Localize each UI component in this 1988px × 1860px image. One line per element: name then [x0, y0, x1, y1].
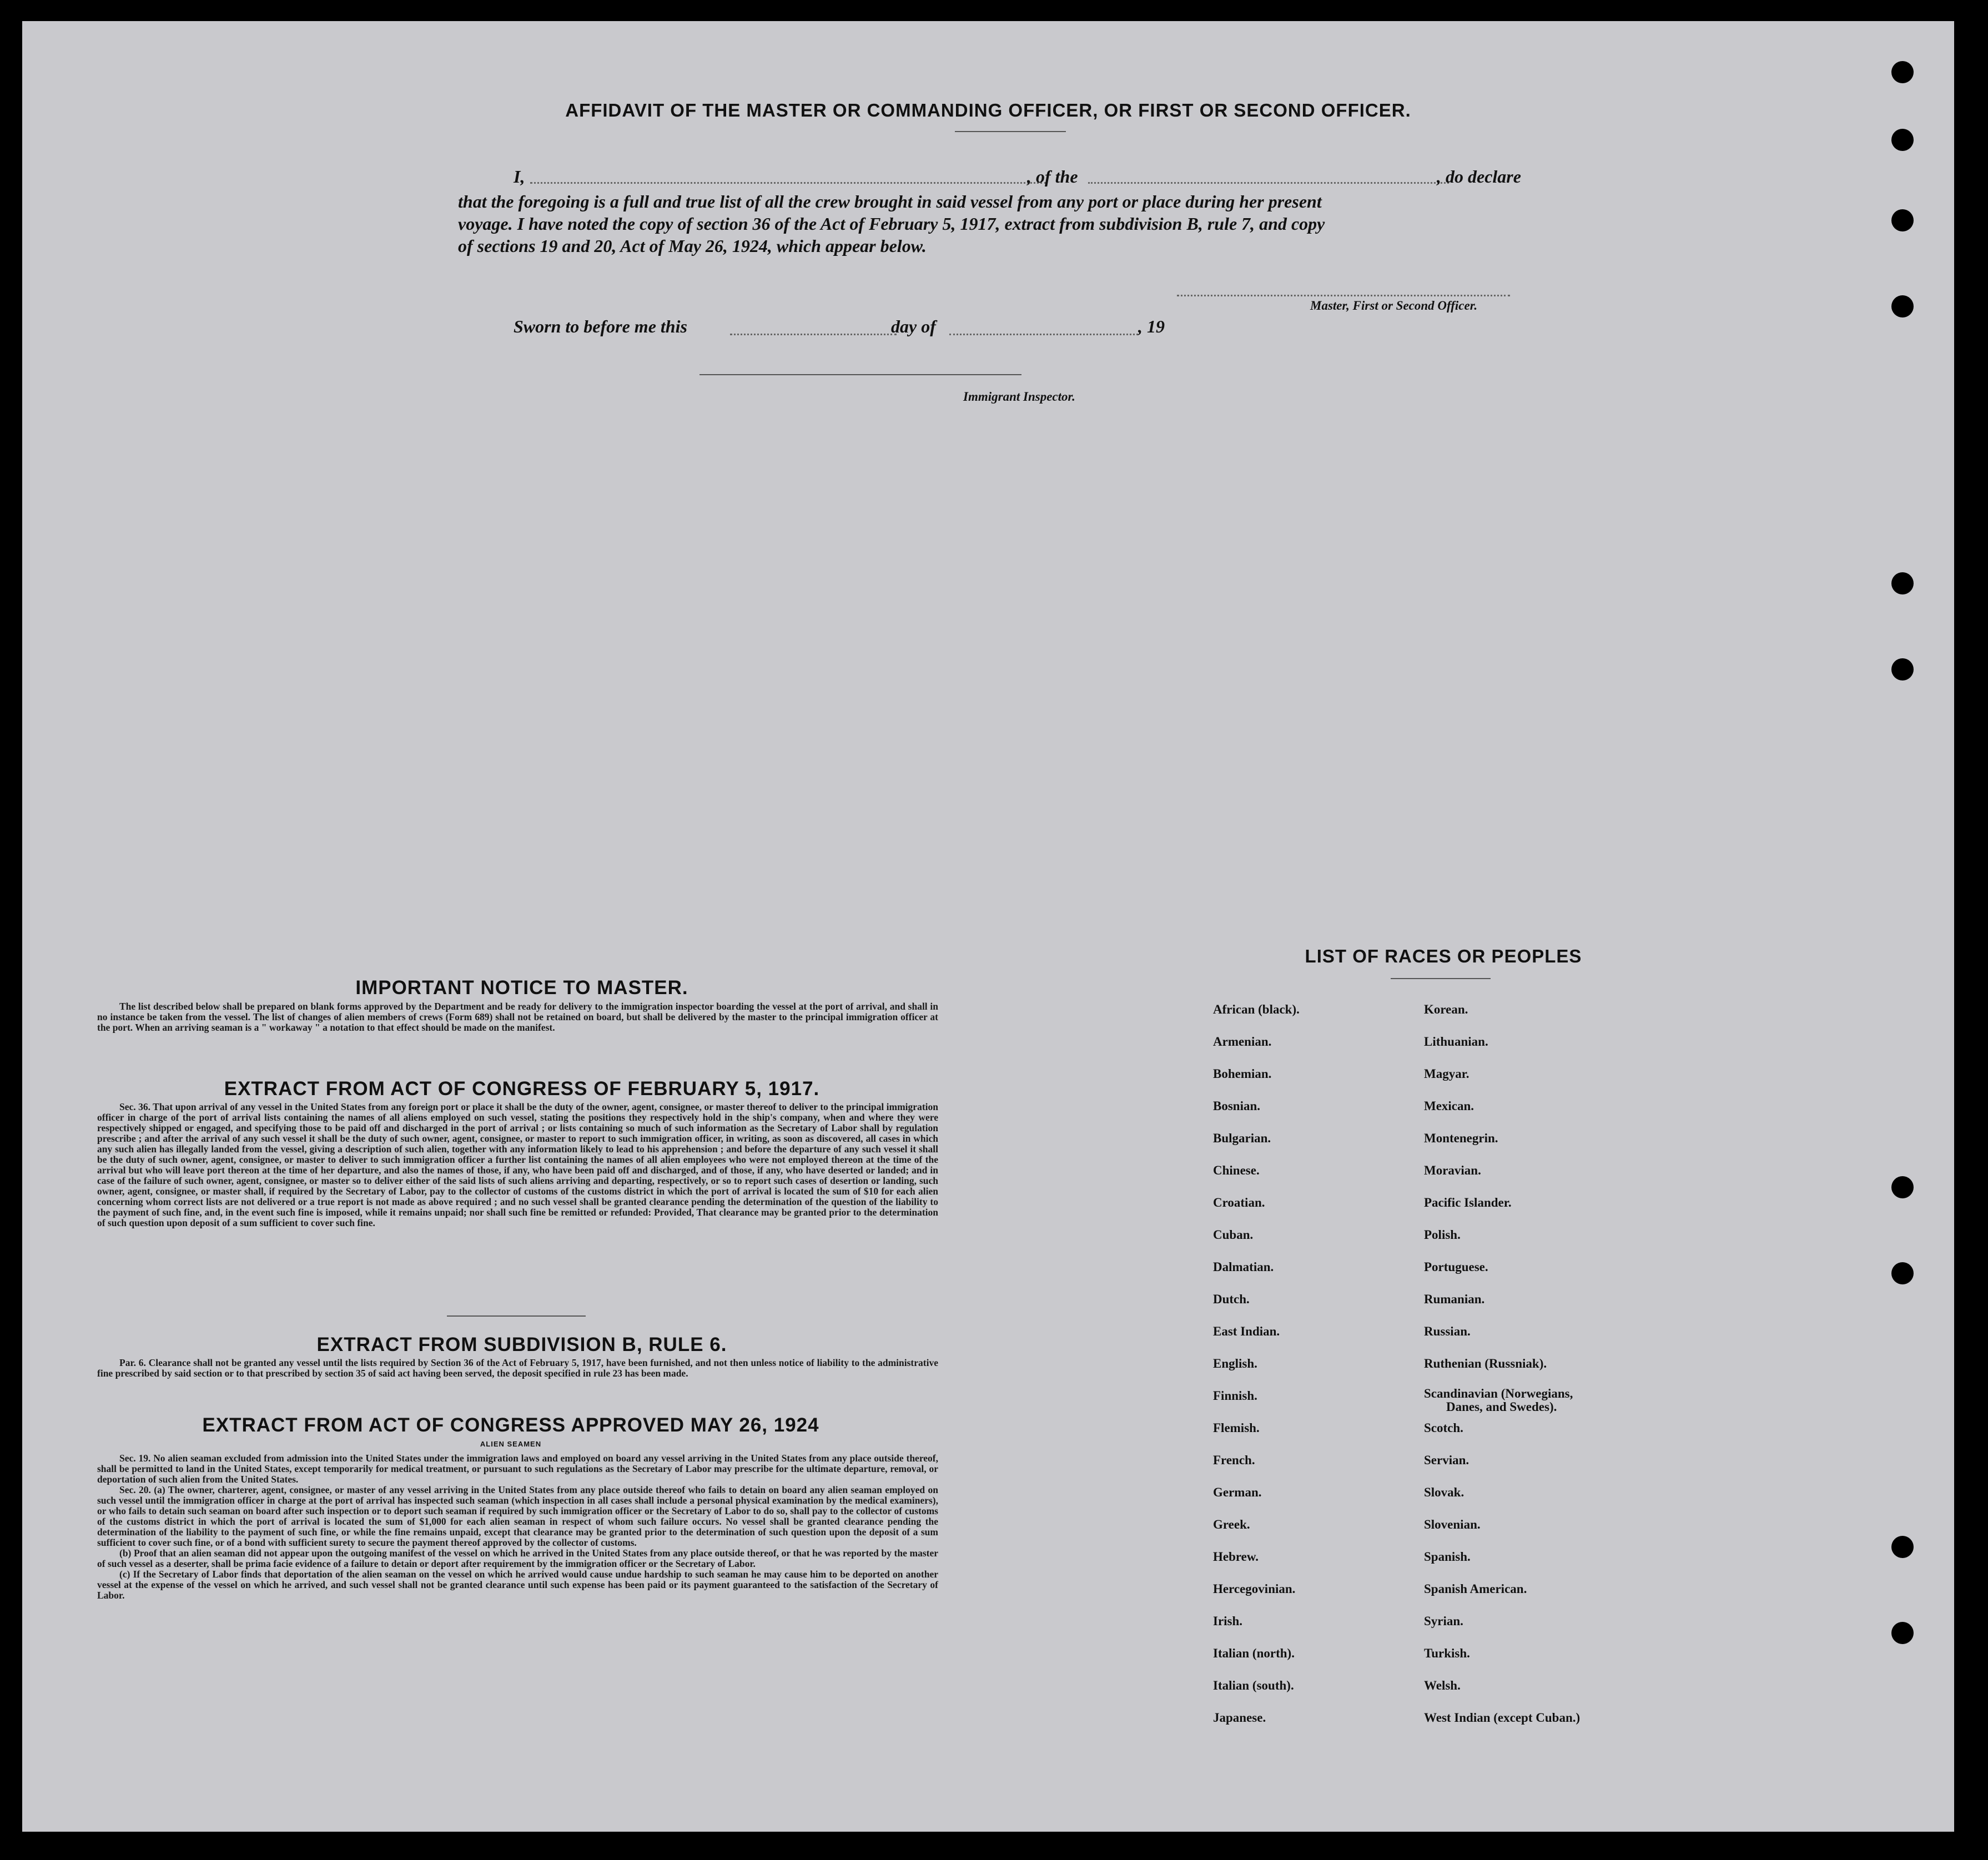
vessel-blank[interactable]	[1088, 182, 1449, 184]
divider	[955, 131, 1066, 132]
race-item: Armenian.	[1213, 1035, 1272, 1049]
divider	[1391, 978, 1491, 979]
inspector-label: Immigrant Inspector.	[963, 390, 1075, 404]
binder-hole	[1891, 295, 1914, 317]
race-item: Ruthenian (Russniak).	[1424, 1357, 1547, 1370]
race-item: Croatian.	[1213, 1196, 1265, 1209]
race-item-continued: Danes, and Swedes).	[1446, 1400, 1557, 1414]
race-item: French.	[1213, 1453, 1255, 1467]
race-item: Syrian.	[1424, 1614, 1463, 1628]
race-item: Flemish.	[1213, 1421, 1260, 1435]
binder-hole	[1891, 658, 1914, 681]
race-item: Cuban.	[1213, 1228, 1254, 1242]
master-signature-blank[interactable]	[1177, 295, 1510, 296]
race-item: Italian (south).	[1213, 1678, 1294, 1692]
race-item: Scotch.	[1424, 1421, 1463, 1435]
race-item: West Indian (except Cuban.)	[1424, 1711, 1581, 1725]
extract-1924-text: Sec. 19. No alien seaman excluded from admission into the United States under the immigration laws and employed on board any vessel arriving in the United States from any place outside thereof, shall be permitted to land in the United States, except temporarily for medical treatment, or pursuant to such regulations as the Secretary of Labor may prescribe for the ultimate departure, removal, or deportation of such alien from the United States. Sec. 20. (a) The owner, charterer, agent, consignee, or master of any vessel arriving in the United States from any place outside thereof who fails to detain on board any alien seaman employed on such vessel until the immigration officer in charge at the port of arrival has inspected such seaman (which inspection in all cases shall include a personal physical examination by the medical examiners), or who fails to detain such seaman on board after such inspection or to deport such seaman if required by such immigration officer or the Secretary of Labor to do so, shall pay to the collector of customs of the customs district in which the port of arrival is located the sum of $1,000 for each alien seaman in respect of whom such failure occurs. No vessel shall be granted clearance pending the determination of the liability to the payment of such fine, or while the fine remains unpaid, except that clearance may be granted prior to the determination of such question upon the deposit of a sum sufficient to cover such fine, or of a bond with sufficient surety to secure the payment thereof approved by the collector of customs. (b) Proof that an alien seaman did not appear upon the outgoing manifest of the vessel on which he arrived in the United States from any place outside thereof, or that he was reported by the master of such vessel as a deserter, shall be prima facie evidence of a failure to detain or deport after requirement by the immigration officer or the Secretary of Labor. (c) If the Secretary of Labor finds that deportation of the alien seaman on the vessel on which he arrived would cause undue hardship to such seaman he may cause him to be deported on another vessel at the expense of the vessel on which he arrived, and such vessel shall not be granted clearance until such expense has been paid or its payment guaranteed to the satisfaction of the Secretary of Labor.	[97, 1453, 938, 1601]
affidavit-declare: , do declare	[1437, 167, 1521, 186]
affidavit-of-the: , of the	[1027, 167, 1078, 186]
race-item: Slovak.	[1424, 1485, 1464, 1499]
race-item: Magyar.	[1424, 1067, 1469, 1081]
race-item: East Indian.	[1213, 1324, 1280, 1338]
race-item: Welsh.	[1424, 1678, 1461, 1692]
binder-hole	[1891, 209, 1914, 231]
affidavit-line3: voyage. I have noted the copy of section 36 of the Act of February 5, 1917, extract from subdivision B, rule 7, and copy	[458, 214, 1325, 234]
binder-hole	[1891, 1622, 1914, 1644]
race-item: Slovenian.	[1424, 1518, 1481, 1531]
race-item: Hebrew.	[1213, 1550, 1259, 1564]
race-item: Bulgarian.	[1213, 1131, 1271, 1145]
race-item: Chinese.	[1213, 1163, 1260, 1177]
affidavit-title: AFFIDAVIT OF THE MASTER OR COMMANDING OFFICER, OR FIRST OR SECOND OFFICER.	[565, 100, 1411, 120]
month-blank[interactable]	[949, 334, 1138, 335]
alien-seamen-subtitle: ALIEN SEAMEN	[480, 1440, 542, 1448]
race-item: Turkish.	[1424, 1646, 1470, 1660]
race-item: Polish.	[1424, 1228, 1461, 1242]
notice-text: The list described below shall be prepared on blank forms approved by the Department and be ready for delivery to the immigration inspector boarding the vessel at the port of arrival, and shall in no instance be taken from the vessel. The list of changes of alien members of crews (Form 689) shall not be retained on board, but shall be delivered by the master to the principal immigration officer at the port. When an arriving seaman is a " workaway " a notation to that effect should be made on the manifest.	[97, 1001, 938, 1033]
binder-hole	[1891, 129, 1914, 151]
race-item: English.	[1213, 1357, 1257, 1370]
extract-1924-title: EXTRACT FROM ACT OF CONGRESS APPROVED MAY 26, 1924	[202, 1414, 819, 1436]
affidavit-line4: of sections 19 and 20, Act of May 26, 1924, which appear below.	[458, 236, 927, 256]
race-item: Hercegovinian.	[1213, 1582, 1296, 1596]
race-item: Montenegrin.	[1424, 1131, 1498, 1145]
year-label: , 19	[1138, 316, 1165, 336]
race-item: Italian (north).	[1213, 1646, 1295, 1660]
race-item: Dalmatian.	[1213, 1260, 1274, 1274]
race-item: Greek.	[1213, 1518, 1250, 1531]
name-blank[interactable]	[530, 182, 1046, 184]
race-item: Mexican.	[1424, 1099, 1474, 1113]
affidavit-line2: that the foregoing is a full and true list of all the crew brought in said vessel from any port or place during her present	[458, 191, 1322, 211]
master-label: Master, First or Second Officer.	[1310, 299, 1478, 312]
binder-hole	[1891, 1262, 1914, 1284]
race-item: Dutch.	[1213, 1292, 1250, 1306]
race-item: Finnish.	[1213, 1389, 1257, 1403]
divider	[447, 1315, 586, 1317]
notice-title: IMPORTANT NOTICE TO MASTER.	[355, 977, 688, 999]
race-item: Bosnian.	[1213, 1099, 1261, 1113]
race-item: Japanese.	[1213, 1711, 1266, 1725]
race-item: German.	[1213, 1485, 1262, 1499]
binder-hole	[1891, 1176, 1914, 1198]
extract-1917-text: Sec. 36. That upon arrival of any vessel in the United States from any foreign port or place it shall be the duty of the owner, agent, consignee, or master thereof to deliver to the principal immigration officer in charge of the port of arrival lists containing the names of all aliens employed on such vessel, stating the positions they respectively hold in the ship's company, when and where they were respectively shipped or engaged, and specifying those to be paid off and discharged in the port of arrival ; or lists containing so much of such information as the Secretary of Labor shall by regulation prescribe ; and after the arrival of any such vessel it shall be the duty of such owner, agent, consignee, or master to report to such immigration officer, in writing, as soon as discovered, all cases in which any such alien has illegally landed from the vessel, giving a description of such alien, together with any information likely to lead to his apprehension ; and before the departure of any such vessel it shall be the duty of such owner, agent, consignee, or master to deliver to such immigration officer a further list containing the names of all alien employees who were not employed thereon at the time of the arrival but who will leave port thereon at the time of her departure, and also the names of those, if any, who have been paid off and discharged, and of those, if any, who have deserted or landed; and in case of the failure of such owner, agent, consignee, or master so to deliver either of the said lists of such aliens arriving and departing, respectively, or so to report such cases of desertion or landing, such owner, agent, consignee, or master shall, if required by the Secretary of Labor, pay to the collector of customs of the customs district in which the port of arrival is located the sum of $10 for each alien concerning whom correct lists are not delivered or a true report is not made as above required ; and no such vessel shall be granted clearance pending the determination of the question of the liability to the payment of such fine, and, in the event such fine is imposed, while it remains unpaid; nor shall such fine be remitted or refunded: Provided, That clearance may be granted prior to the determination of such question upon deposit of a sum sufficient to cover such fine.	[97, 1101, 938, 1228]
sworn-label: Sworn to before me this	[514, 316, 687, 336]
race-item: Spanish American.	[1424, 1582, 1527, 1596]
document-page	[22, 21, 1954, 1832]
binder-hole	[1891, 1536, 1914, 1558]
race-item: Russian.	[1424, 1324, 1471, 1338]
extract-rule6-text: Par. 6. Clearance shall not be granted any vessel until the lists required by Section 36 of the Act of February 5, 1917, have been furnished, and not then unless notice of liability to the administrative fine prescribed by said section or to that prescribed by section 35 of said act having been served, the deposit specified in rule 23 has been made.	[97, 1357, 938, 1379]
race-item: Spanish.	[1424, 1550, 1471, 1564]
race-item: Scandinavian (Norwegians,	[1424, 1387, 1573, 1400]
extract-rule6-title: EXTRACT FROM SUBDIVISION B, RULE 6.	[316, 1334, 727, 1355]
day-of-label: day of	[891, 316, 936, 336]
race-item: Bohemian.	[1213, 1067, 1272, 1081]
race-item: Pacific Islander.	[1424, 1196, 1512, 1209]
race-item: Korean.	[1424, 1002, 1468, 1016]
race-item: Rumanian.	[1424, 1292, 1485, 1306]
inspector-signature-line[interactable]	[699, 374, 1021, 375]
day-blank[interactable]	[730, 334, 897, 335]
race-item: Lithuanian.	[1424, 1035, 1488, 1049]
race-item: Portuguese.	[1424, 1260, 1488, 1274]
race-item: Servian.	[1424, 1453, 1469, 1467]
affidavit-i: I,	[514, 167, 525, 186]
race-item: Moravian.	[1424, 1163, 1481, 1177]
binder-hole	[1891, 61, 1914, 83]
races-title: LIST OF RACES OR PEOPLES	[1305, 946, 1582, 966]
binder-hole	[1891, 572, 1914, 594]
extract-1917-title: EXTRACT FROM ACT OF CONGRESS OF FEBRUARY 5, 1917.	[224, 1078, 820, 1100]
race-item: Irish.	[1213, 1614, 1243, 1628]
race-item: African (black).	[1213, 1002, 1300, 1016]
